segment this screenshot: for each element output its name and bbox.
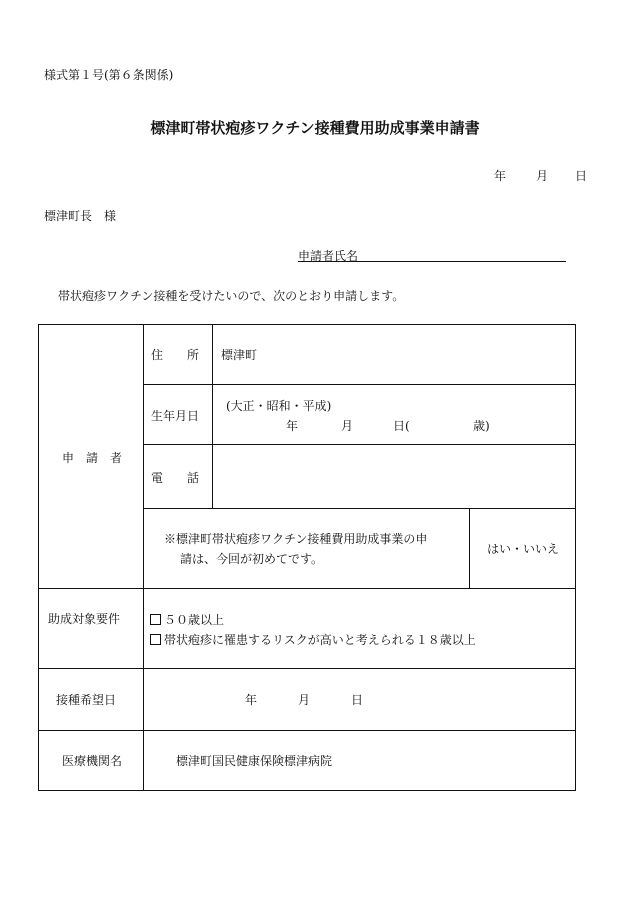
date-year-label: 年 [494,169,507,183]
eligibility-option-label: 帯状疱疹に罹患するリスクが高いと考えられる１８歳以上 [164,633,476,647]
address-label: 住 所 [151,348,200,362]
institution-value: 標津町国民健康保険標津病院 [176,754,333,768]
applicant-name-label: 申請者氏名 [298,249,359,263]
birth-age-label: 歳) [473,419,490,433]
eligibility-label: 助成対象要件 [48,612,121,626]
birth-label: 生年月日 [151,409,200,423]
desired-month-label: 月 [298,693,311,707]
eligibility-option-50[interactable] [150,611,224,628]
eligibility-option-18[interactable] [150,631,476,648]
desired-year-label: 年 [245,693,258,707]
first-time-answer[interactable]: はい・いいえ [487,542,560,556]
applicant-header: 申 請 者 [62,451,123,465]
birth-month-label: 月 [341,419,354,433]
checkbox-icon[interactable] [150,614,161,625]
intro-text: 帯状疱疹ワクチン接種を受けたいので、次のとおり申請します。 [58,289,405,303]
date-day-label: 日 [575,169,588,183]
phone-field[interactable] [214,446,574,506]
birth-day-label: 日( [393,419,410,433]
applicant-name-line[interactable] [298,261,566,262]
desired-date-label: 接種希望日 [56,693,117,707]
form-title: 標津町帯状疱疹ワクチン接種費用助成事業申請書 [150,119,480,137]
date-month-label: 月 [536,169,549,183]
eligibility-option-label: ５０歳以上 [164,613,225,627]
checkbox-icon[interactable] [150,634,161,645]
birth-era[interactable]: (大正・昭和・平成) [226,399,332,413]
first-time-question-line2: 請は、今回が初めてです。 [180,552,324,566]
first-time-question-line1: ※標津町帯状疱疹ワクチン接種費用助成事業の申 [164,532,428,546]
address-value[interactable]: 標津町 [221,348,258,362]
addressee: 標津町長 様 [44,209,117,223]
phone-label: 電 話 [151,471,200,485]
desired-day-label: 日 [351,693,364,707]
birth-year-label: 年 [286,419,299,433]
form-number: 様式第１号(第６条関係) [44,68,174,82]
institution-label: 医療機関名 [62,754,123,768]
